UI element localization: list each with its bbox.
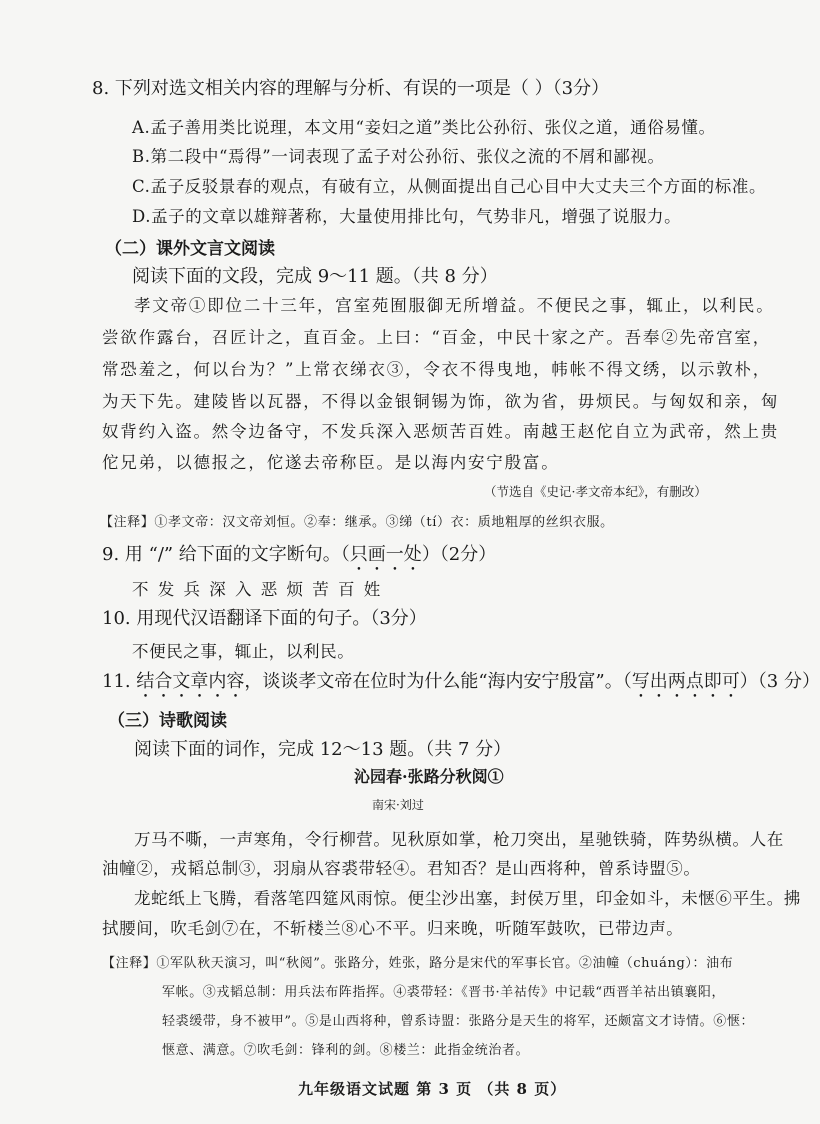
poem-note-line-2: 军帐。③戎韬总制：用兵法布阵指挥。④裘带轻：《晋书·羊祜传》中记载“西晋羊祜出镇襄阳，: [162, 985, 726, 1000]
passage-line-4: 为天下先。建陵皆以瓦器，不得以金银铜锡为饰，欲为省，毋烦民。与匈奴和亲，匈: [102, 392, 780, 411]
poem-line-4: 拭腰间，吹毛剑⑦在，不斩楼兰⑧心不平。归来晚，听随军鼓吹，已带边声。: [102, 919, 684, 938]
q10-stem: 10. 用现代汉语翻译下面的句子。（3分）: [102, 608, 427, 629]
q8-option-a: A.孟子善用类比说理，本文用“妾妇之道”类比公孙衍、张仪之道，通俗易懂。: [132, 118, 716, 137]
section3-heading: （三）诗歌阅读: [108, 711, 227, 731]
poem-author: 南宋·刘过: [372, 798, 424, 812]
q11-stem: 11. 结合文章内容，谈谈孝文帝在位时为什么能“海内安宁殷富”。（写出两点即可）（3 分）: [102, 671, 820, 692]
q8-option-b: B.第二段中“焉得”一词表现了孟子对公孙衍、张仪之流的不屑和鄙视。: [132, 147, 665, 166]
section2-instruction: 阅读下面的文段，完成 9～11 题。（共 8 分）: [132, 266, 498, 287]
poem-note-line-4: 惬意、满意。⑦吹毛剑：锋利的剑。⑧楼兰：此指金统治者。: [162, 1043, 530, 1058]
section2-heading: （二）课外文言文阅读: [105, 239, 275, 259]
passage-line-1: 孝文帝①即位二十三年，宫室苑囿服御无所增益。不便民之事，辄止，以利民。: [134, 296, 775, 315]
passage-line-5: 奴背约入盗。然令边备守，不发兵深入恶烦苦百姓。南越王赵佗自立为武帝，然上贵: [102, 422, 780, 441]
section3-instruction: 阅读下面的词作，完成 12～13 题。（共 7 分）: [134, 739, 512, 760]
passage-line-2: 尝欲作露台，召匠计之，直百金。上曰：“百金，中民十家之产。吾奉②先帝宫室，: [102, 328, 772, 347]
poem-title: 沁园春·张路分秋阅①: [354, 767, 504, 786]
poem-note-line-1: 【注释】①军队秋天演习，叫“秋阅”。张路分，姓张，路分是宋代的军事长官。②油幢（chuáng）：油布: [102, 956, 734, 971]
q8-option-d: D.孟子的文章以雄辩著称，大量使用排比句，气势非凡，增强了说服力。: [132, 207, 682, 226]
passage-source: （节选自《史记·孝文帝本纪》，有删改）: [484, 484, 707, 499]
poem-line-3: 龙蛇纸上飞腾，看落笔四筵风雨惊。便尘沙出塞，封侯万里，印金如斗，未惬⑥平生。拂: [134, 889, 801, 908]
poem-note-line-3: 轻裘缓带，身不被甲”。⑤是山西将种，曾系诗盟：张路分是天生的将军，还颇富文才诗情。⑥惬：: [162, 1014, 755, 1029]
passage-line-3: 常恐羞之，何以台为？”上常衣绨衣③，令衣不得曳地，帏帐不得文绣，以示敦朴，: [102, 360, 772, 379]
q9-text: 不 发 兵 深 入 恶 烦 苦 百 姓: [132, 580, 383, 599]
q9-stem: 9. 用 “/” 给下面的文字断句。（只画一处）（2分）: [102, 544, 497, 565]
poem-line-1: 万马不嘶，一声寒角，令行柳营。见秋原如掌，枪刀突出，星驰铁骑，阵势纵横。人在: [134, 830, 784, 849]
q8-stem: 8. 下列对选文相关内容的理解与分析、有误的一项是（ ）（3分）: [92, 78, 610, 99]
q10-text: 不便民之事，辄止，以利民。: [132, 642, 355, 661]
poem-line-2: 油幢②，戎韬总制③，羽扇从容裘带轻④。君知否？是山西将种，曾系诗盟⑤。: [102, 859, 701, 878]
q8-option-c: C.孟子反驳景春的观点，有破有立，从侧面提出自己心目中大丈夫三个方面的标准。: [132, 177, 767, 196]
page-footer: 九年级语文试题 第 3 页 （共 8 页）: [298, 1080, 567, 1098]
passage-note: 【注释】①孝文帝：汉文帝刘恒。②奉：继承。③绨（tí）衣：质地粗厚的丝织衣服。: [100, 515, 614, 530]
passage-line-6: 佗兄弟，以德报之，佗遂去帝称臣。是以海内安宁殷富。: [102, 453, 560, 472]
